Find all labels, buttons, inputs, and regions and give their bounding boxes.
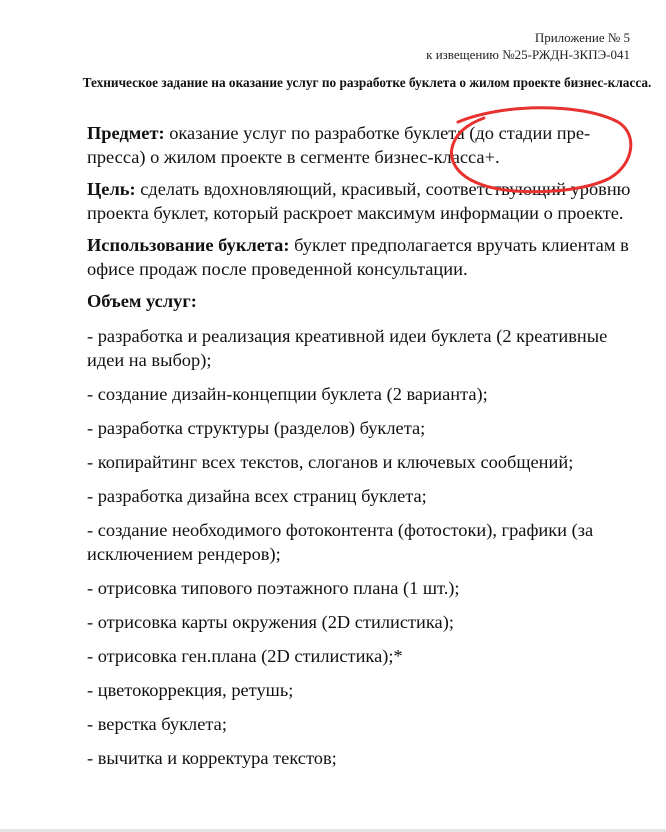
- scope-list: [87, 324, 647, 770]
- appendix-number: Приложение № 5: [534, 30, 630, 45]
- scope-item: - разработка и реализация креативной идеи буклета (2 креативные идеи на выбор);: [87, 326, 608, 370]
- appendix-reference: [426, 29, 630, 63]
- scope-item: - отрисовка карты окружения (2D стилистика);: [87, 612, 454, 632]
- goal-paragraph: [87, 177, 647, 225]
- scope-item: - создание необходимого фотоконтента (фотостоки), графики (за исключением рендеров);: [87, 520, 594, 564]
- scope-item: - разработка дизайна всех страниц буклета;: [87, 486, 427, 506]
- document-body: [87, 121, 647, 770]
- scope-item: - копирайтинг всех текстов, слоганов и ключевых сообщений;: [87, 452, 574, 472]
- subject-text: оказание услуг по разработке буклета (до стадии пре-пресса) о жилом проекте в сегменте бизнес-класса+.: [87, 123, 591, 167]
- scope-item: - отрисовка ген.плана (2D стилистика);*: [87, 646, 403, 666]
- usage-label: Использование буклета:: [87, 235, 290, 255]
- goal-label: Цель:: [87, 179, 136, 199]
- document-title: Техническое задание на оказание услуг по разработке буклета о жилом проекте бизнес-класса.: [82, 75, 652, 90]
- scope-item: - верстка буклета;: [87, 714, 227, 734]
- scope-item: - создание дизайн-концепции буклета (2 варианта);: [87, 384, 488, 404]
- scope-item: - вычитка и корректура текстов;: [87, 748, 337, 768]
- usage-text: буклет предполагается вручать клиентам в офисе продаж после проведенной консультации.: [87, 235, 629, 279]
- scope-item: - цветокоррекция, ретушь;: [87, 680, 294, 700]
- subject-label: Предмет:: [87, 123, 165, 143]
- scope-item: - разработка структуры (разделов) буклета;: [87, 418, 426, 438]
- scope-item: - отрисовка типового поэтажного плана (1 шт.);: [87, 578, 460, 598]
- appendix-notice: к извещению №25-РЖДН-ЗКПЭ-041: [426, 47, 630, 62]
- scope-heading: Объем услуг:: [87, 291, 197, 311]
- goal-text: сделать вдохновляющий, красивый, соответствующий уровню проекта буклет, который раскроет максимум информации о проекте.: [87, 179, 631, 223]
- usage-paragraph: [87, 233, 647, 281]
- subject-paragraph: [87, 121, 647, 169]
